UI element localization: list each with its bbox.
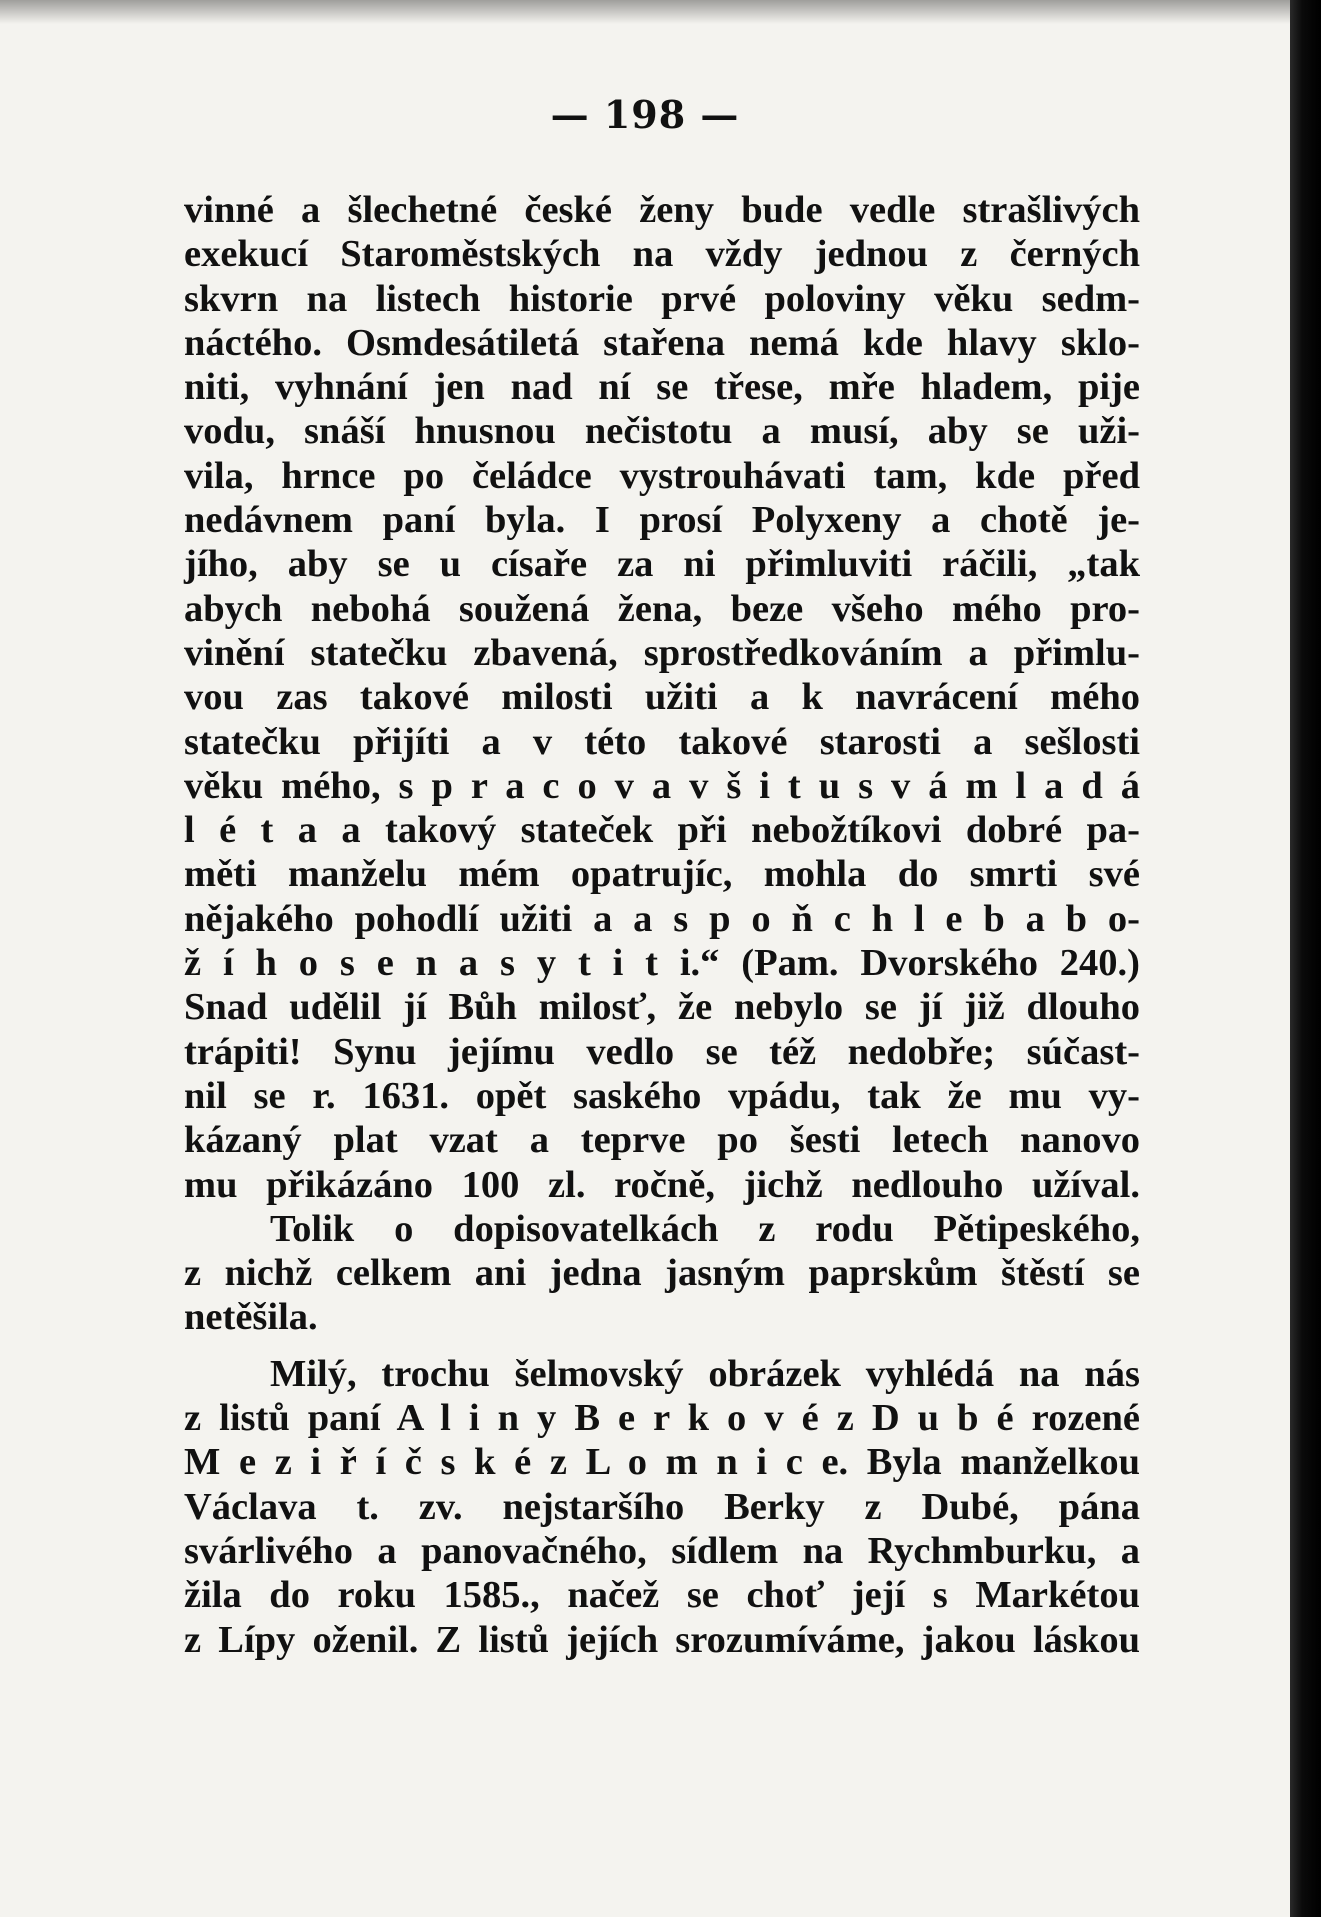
paragraph-2	[184, 1207, 1140, 1340]
text-line: vou zas takové milosti užiti a k navrácení mého	[184, 676, 1140, 719]
text-line: náctého. Osmdesátiletá stařena nemá kde hlavy sklo-	[184, 321, 1140, 364]
scan-edge	[0, 0, 1290, 24]
text-line: trápiti! Synu jejímu vedlo se též nedobře; súčast-	[184, 1030, 1140, 1073]
text-line: Snad udělil jí Bůh milosť, že nebylo se jí již dlouho	[184, 986, 1140, 1029]
text-line: nil se r. 1631. opět saského vpádu, tak že mu vy-	[184, 1074, 1140, 1117]
text-line: skvrn na listech historie prvé poloviny věku sedm-	[184, 277, 1140, 320]
text-line: statečku přijíti a v této takové starosti a sešlosti	[184, 720, 1140, 763]
text-line: vodu, snáší hnusnou nečistotu a musí, aby se uži-	[184, 410, 1140, 453]
text-line: jího, aby se u císaře za ni přimluviti ráčili, „tak	[184, 543, 1140, 586]
text-line: Milý, trochu šelmovský obrázek vyhlédá na nás	[270, 1352, 1140, 1395]
page-number: — 198 —	[550, 92, 740, 137]
paragraph-1	[184, 188, 1140, 1207]
text-line: niti, vyhnání jen nad ní se třese, mře hladem, pije	[184, 366, 1140, 409]
text-line: nedávnem paní byla. I prosí Polyxeny a chotě je-	[184, 499, 1140, 542]
body-text	[184, 188, 1140, 1662]
text-line: exekucí Staroměstských na vždy jednou z černých	[184, 233, 1140, 276]
text-line: svárlivého a panovačného, sídlem na Rychmburku, a	[184, 1529, 1140, 1572]
text-line: z Lípy oženil. Z listů jejích srozumíváme, jakou láskou	[184, 1618, 1140, 1661]
text-line: z nichž celkem ani jedna jasným paprskům štěstí se	[184, 1252, 1140, 1295]
text-line: měti manželu mém opatrujíc, mohla do smrti své	[184, 853, 1140, 896]
text-line: Tolik o dopisovatelkách z rodu Pětipeského,	[270, 1207, 1140, 1250]
text-line: nějakého pohodlí užiti a a s p o ň c h l e b a b o-	[184, 897, 1140, 940]
text-line: ž í h o s e n a s y t i t i.“ (Pam. Dvorského 240.)	[184, 942, 1140, 985]
text-line: l é t a a takový stateček při nebožtíkovi dobré pa-	[184, 809, 1140, 852]
text-line: kázaný plat vzat a teprve po šesti letech nanovo	[184, 1119, 1140, 1162]
paragraph-gap	[184, 1340, 1140, 1352]
paragraph-3	[184, 1352, 1140, 1662]
text-line: vinné a šlechetné české ženy bude vedle strašlivých	[184, 189, 1140, 231]
book-spine-edge	[1290, 0, 1321, 1917]
text-line: žila do roku 1585., načež se choť její s Markétou	[184, 1574, 1140, 1617]
text-line: Václava t. zv. nejstaršího Berky z Dubé, pána	[184, 1485, 1140, 1528]
text-line: vila, hrnce po čeládce vystrouhávati tam, kde před	[184, 454, 1140, 497]
text-line: vinění statečku zbavená, sprostředkováním a přimlu-	[184, 631, 1140, 674]
text-line: mu přikázáno 100 zl. ročně, jichž nedlouho užíval.	[184, 1163, 1140, 1206]
text-line: abych nebohá soužená žena, beze všeho mého pro-	[184, 587, 1140, 630]
text-line: M e z i ř í č s k é z L o m n i c e. Byla manželkou	[184, 1441, 1140, 1484]
text-line: věku mého, s p r a c o v a v š i t u s v á m l a d á	[184, 764, 1140, 807]
text-line: z listů paní A l i n y B e r k o v é z D u b é rozené	[184, 1397, 1140, 1440]
text-line: netěšila.	[184, 1296, 318, 1339]
